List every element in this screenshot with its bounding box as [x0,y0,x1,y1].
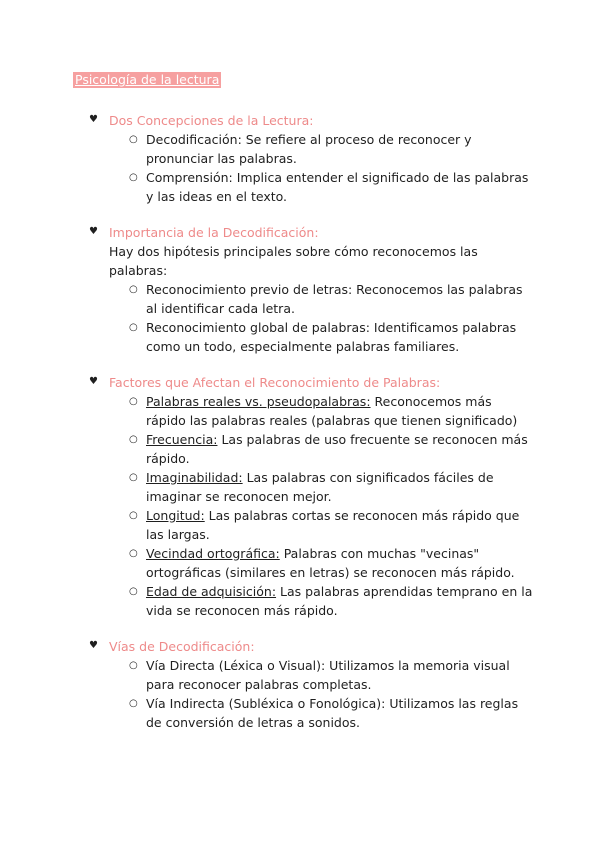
heart-bullet-icon: ♥ [89,114,98,125]
term-label: Palabras reales vs. pseudopalabras: [146,394,371,409]
section-heading: Factores que Afectan el Reconocimiento de Palabras: [109,375,441,390]
circle-bullet-icon: ○ [129,172,138,183]
heart-bullet-icon: ♥ [89,376,98,387]
section-heading: Importancia de la Decodificación: [109,225,319,240]
bullet-list [128,656,533,732]
list-item: ○ Decodificación: Se refiere al proceso de reconocer y pronunciar las palabras. [129,132,472,166]
list-item: ○ Vecindad ortográfica: Palabras con muchas "vecinas" ortográficas (similares en letras) se reconocen más rápido. [129,546,515,580]
heart-bullet-icon: ♥ [89,640,98,651]
list-item: ○ Longitud: Las palabras cortas se reconocen más rápido que las largas. [129,508,520,542]
term-label: Frecuencia: [146,432,218,447]
circle-bullet-icon: ○ [129,548,138,559]
list-item: ○ Vía Indirecta (Subléxica o Fonológica): Utilizamos las reglas de conversión de letras a sonidos. [129,696,519,730]
list-item: ○ Reconocimiento global de palabras: Identificamos palabras como un todo, especialmente palabras familiares. [129,320,517,354]
circle-bullet-icon: ○ [129,698,138,709]
list-item: ○ Frecuencia: Las palabras de uso frecuente se reconocen más rápido. [129,432,528,466]
term-label: Vecindad ortográfica: [146,546,280,561]
document-title: Psicología de la lectura [75,72,220,87]
circle-bullet-icon: ○ [129,510,138,521]
list-item: ○ Comprensión: Implica entender el significado de las palabras y las ideas en el texto. [129,170,529,204]
section-heading: Dos Concepciones de la Lectura: [109,113,314,128]
section-intro: Hay dos hipótesis principales sobre cómo reconocemos las palabras: [109,244,478,278]
term-label: Longitud: [146,508,205,523]
section-heading: Vías de Decodificación: [109,639,255,654]
term-label: Imaginabilidad: [146,470,243,485]
circle-bullet-icon: ○ [129,434,138,445]
circle-bullet-icon: ○ [129,396,138,407]
term-label: Edad de adquisición: [146,584,277,599]
heart-bullet-icon: ♥ [89,226,98,237]
bullet-list [128,280,533,356]
list-item: ○ Palabras reales vs. pseudopalabras: Reconocemos más rápido las palabras reales (palabras que tienen significado) [129,394,518,428]
circle-bullet-icon: ○ [129,472,138,483]
list-item: ○ Reconocimiento previo de letras: Reconocemos las palabras al identificar cada letra. [129,282,523,316]
circle-bullet-icon: ○ [129,134,138,145]
bullet-list [128,130,533,206]
list-item: ○ Edad de adquisición: Las palabras aprendidas temprano en la vida se reconocen más rápido. [129,584,533,618]
circle-bullet-icon: ○ [129,586,138,597]
circle-bullet-icon: ○ [129,284,138,295]
circle-bullet-icon: ○ [129,660,138,671]
list-item: ○ Vía Directa (Léxica o Visual): Utilizamos la memoria visual para reconocer palabras completas. [129,658,510,692]
circle-bullet-icon: ○ [129,322,138,333]
list-item: ○ Imaginabilidad: Las palabras con significados fáciles de imaginar se reconocen mejor. [129,470,494,504]
bullet-list [128,392,533,620]
